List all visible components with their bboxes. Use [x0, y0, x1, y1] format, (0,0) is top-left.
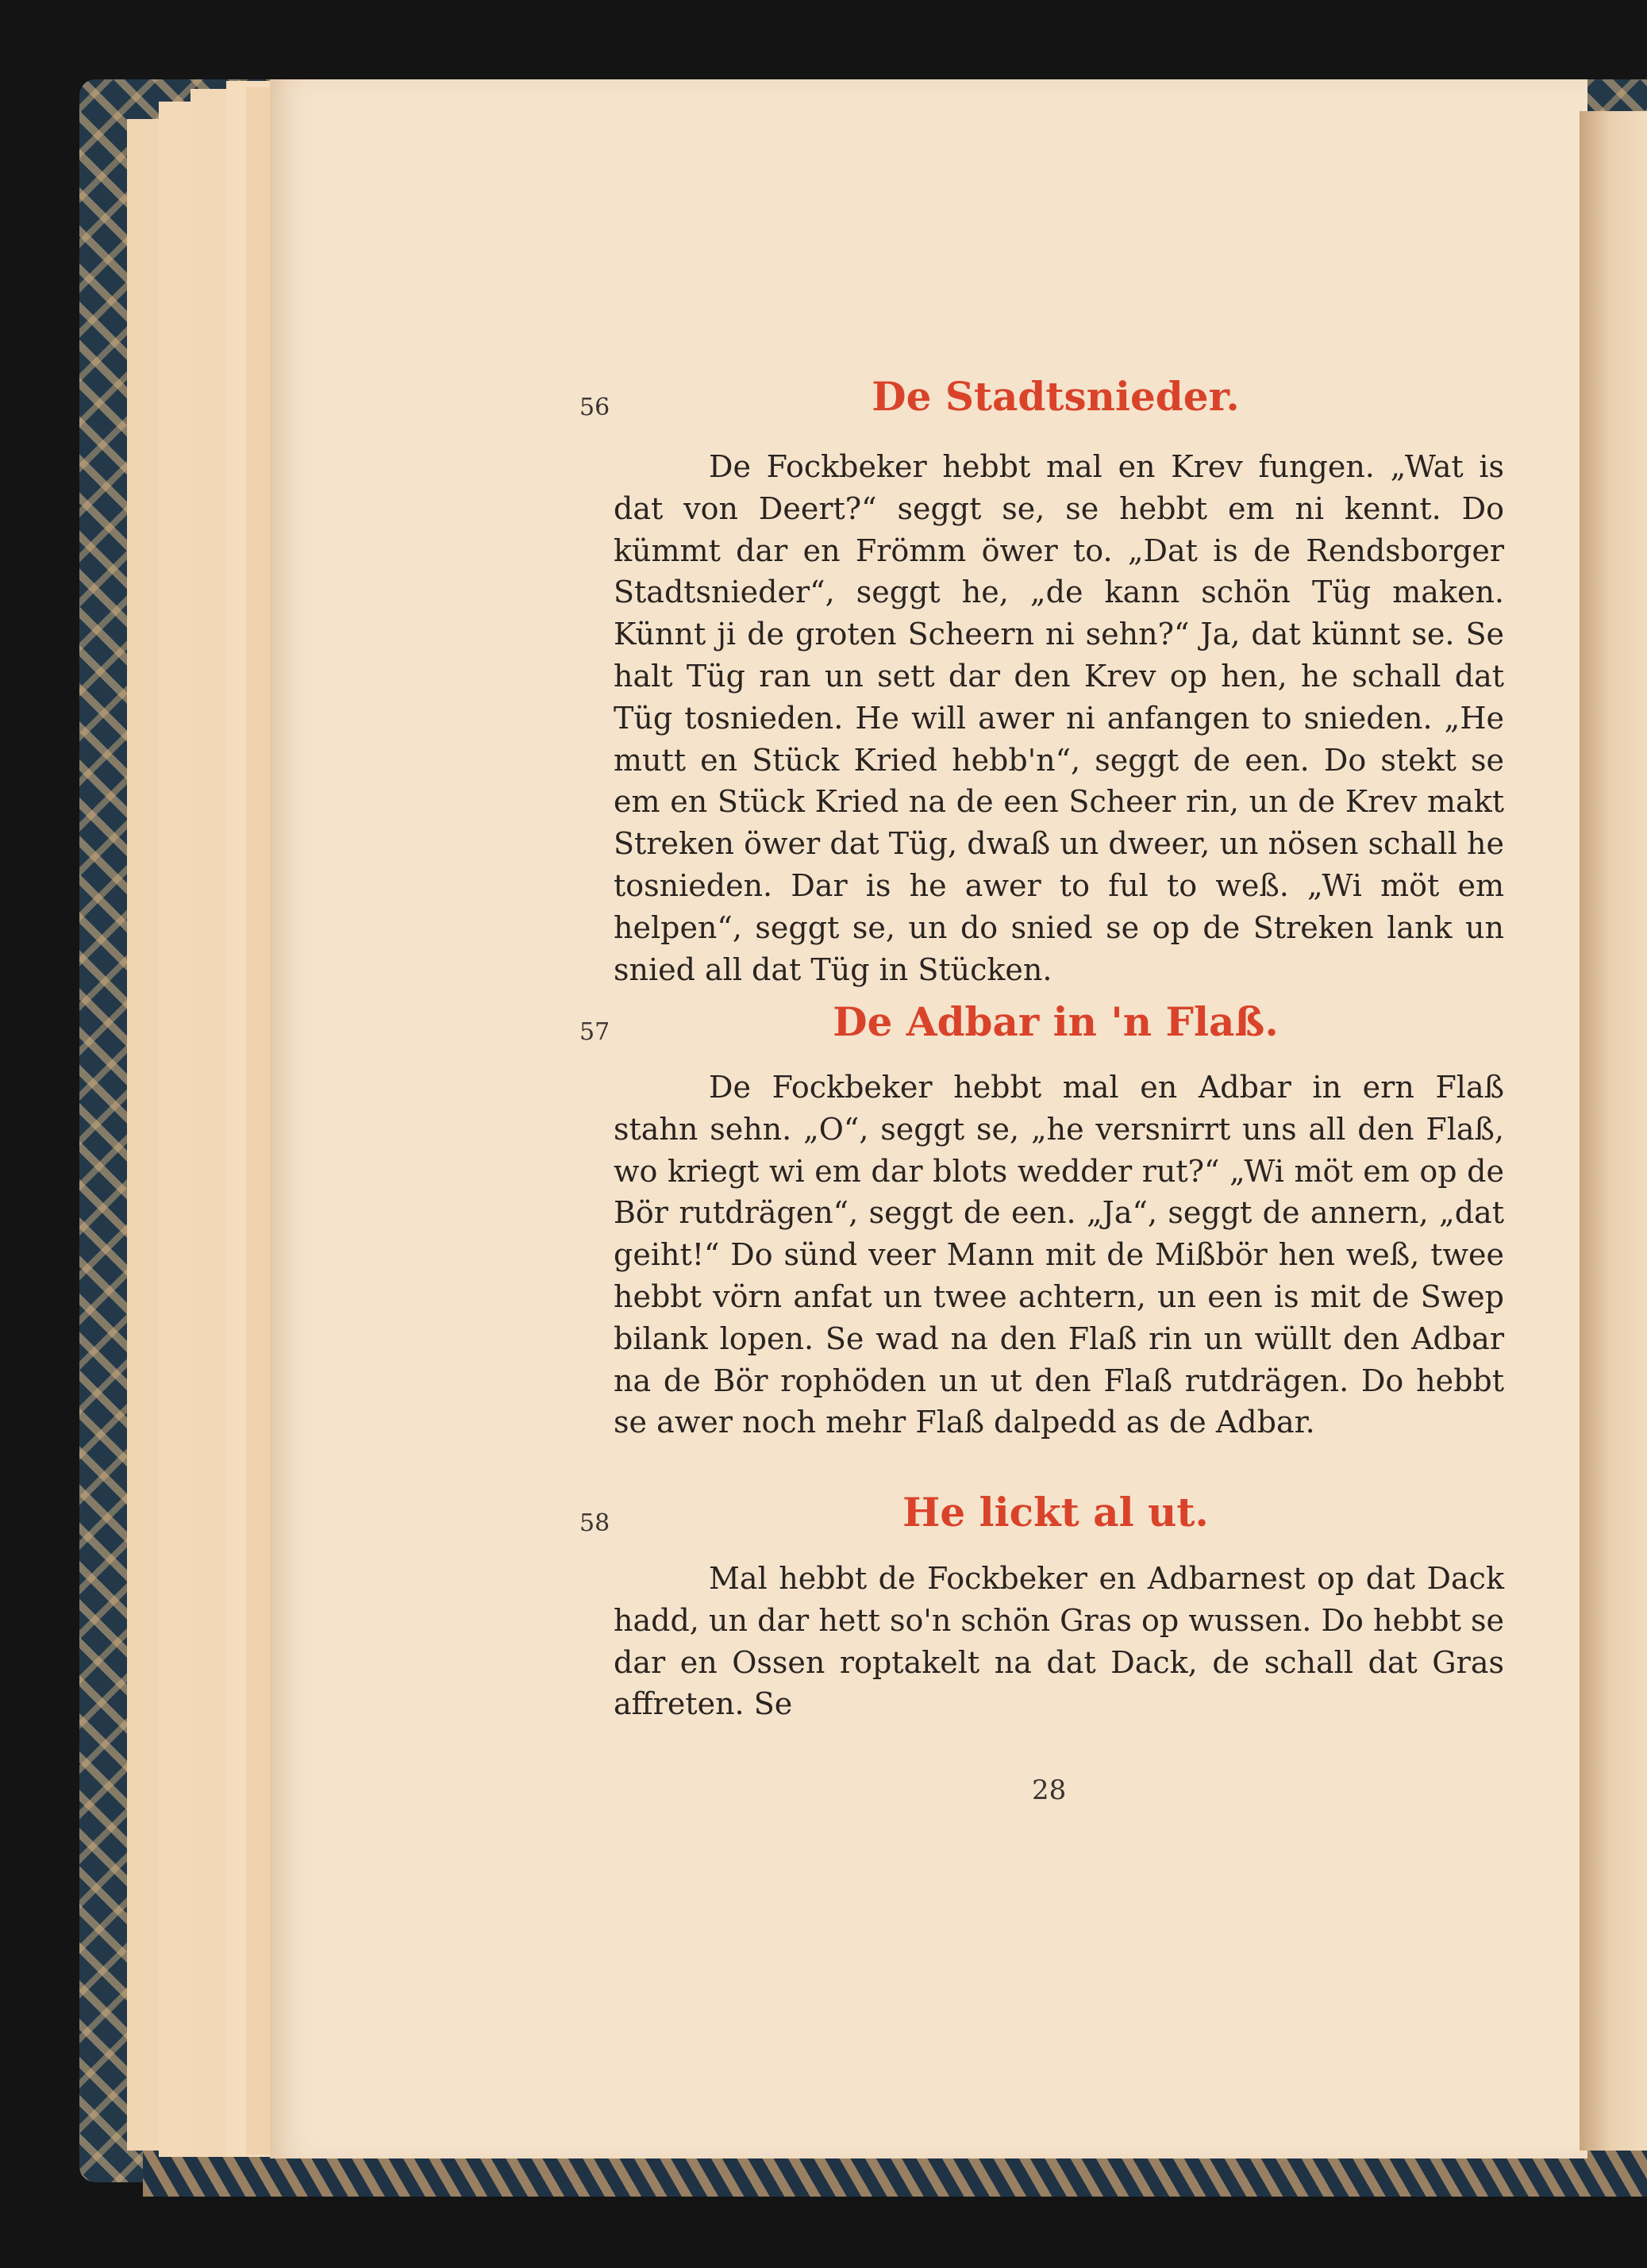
section-text: De Fockbeker hebbt mal en Adbar in ern Flaß stahn sehn. „O“, seggt se, „he versnirrt uns all den Flaß, wo kriegt wi em dar blots wedder rut?“ „Wi möt em op de Bör rutdrägen“, seggt de een. „Ja“, seggt de annern, „dat geiht!“ Do sünd veer Mann mit de Mißbör hen weß, twee hebbt vörn anfat un twee achtern, un een is mit de Swep bilank lopen. Se wad na den Flaß rin un wüllt den Adbar na de Bör rophöden un ut den Flaß rutdrägen. Do hebbt se awer noch mehr Flaß dalpedd as de Adbar. [614, 1070, 1504, 1440]
page-gutter [1580, 111, 1647, 2151]
section-title: De Stadtsnieder. [872, 373, 1240, 420]
section-title: He lickt al ut. [902, 1489, 1209, 1536]
section-number: 57 [579, 1018, 610, 1046]
section-text: De Fockbeker hebbt mal en Krev fungen. „Wat is dat von Deert?“ seggt se, se hebbt em ni kennt. Do kümmt dar en Frömm öwer to. „Dat is de Rendsborger Stadtsnieder“, seggt he, „de kann schön Tüg maken. Künnt ji de groten Scheern ni sehn?“ Ja, dat künnt se. Se halt Tüg ran un sett dar den Krev op hen, he schall dat Tüg tosnieden. He will awer ni anfangen to snieden. „He mutt en Stück Kried hebb'n“, seggt de een. Do stekt se em en Stück Kried na de een Scheer rin, un de Krev makt Streken öwer dat Tüg, dwaß un dweer, un nösen schall he tosnieden. Dar is he awer to ful to weß. „Wi möt em helpen“, seggt se, un do snied se op de Streken lank un snied all dat Tüg in Stücken. [614, 449, 1504, 987]
section-number: 56 [579, 394, 610, 421]
page-number: 28 [1032, 1774, 1067, 1806]
section-number: 58 [579, 1509, 610, 1537]
section-title: De Adbar in 'n Flaß. [833, 998, 1279, 1045]
section-text: Mal hebbt de Fockbeker en Adbarnest op dat Dack hadd, un dar hett so'n schön Gras op wussen. Do hebbt se dar en Ossen roptakelt na dat Dack, de schall dat Gras affreten. Se [614, 1561, 1504, 1722]
